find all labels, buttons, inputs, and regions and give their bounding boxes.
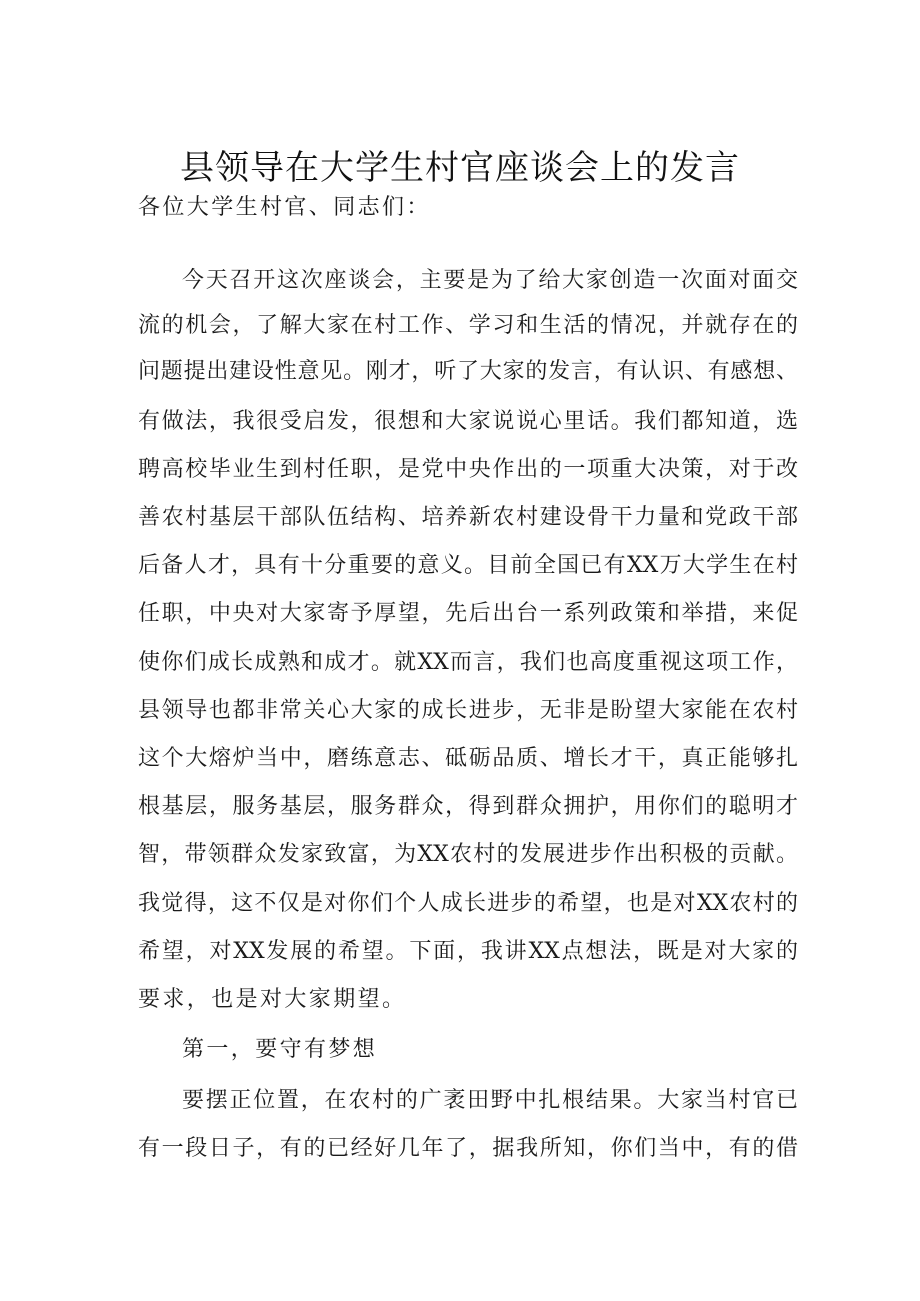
paragraph-line: 使你们成长成熟和成才。就XX而言，我们也高度重视这项工作， bbox=[138, 650, 798, 675]
salutation: 各位大学生村官、同志们： bbox=[138, 195, 431, 220]
paragraph-line: 问题提出建设性意见。刚才，听了大家的发言，有认识、有感想、 bbox=[138, 359, 798, 384]
paragraph-line: 希望，对XX发展的希望。下面，我讲XX点想法，既是对大家的 bbox=[138, 939, 798, 964]
paragraph-line: 有做法，我很受启发，很想和大家说说心里话。我们都知道，选 bbox=[138, 409, 798, 434]
paragraph-line: 县领导也都非常关心大家的成长进步，无非是盼望大家能在农村 bbox=[138, 698, 798, 723]
paragraph-line: 智，带领群众发家致富，为XX农村的发展进步作出积极的贡献。 bbox=[138, 842, 798, 867]
paragraph-line: 要求，也是对大家期望。 bbox=[138, 987, 407, 1012]
paragraph-line: 任职，中央对大家寄予厚望，先后出台一系列政策和举措，来促 bbox=[138, 601, 798, 626]
paragraph-line: 这个大熔炉当中，磨练意志、砥砺品质、增长才干，真正能够扎 bbox=[138, 746, 798, 771]
paragraph-line: 根基层，服务基层，服务群众，得到群众拥护，用你们的聪明才 bbox=[138, 794, 798, 819]
paragraph-line: 聘高校毕业生到村任职，是党中央作出的一项重大决策，对于改 bbox=[138, 457, 798, 482]
paragraph-line: 我觉得，这不仅是对你们个人成长进步的希望，也是对XX农村的 bbox=[138, 891, 798, 916]
paragraph-line: 有一段日子，有的已经好几年了，据我所知，你们当中，有的借 bbox=[138, 1136, 798, 1161]
document-title: 县领导在大学生村官座谈会上的发言 bbox=[180, 148, 740, 188]
paragraph-line: 要摆正位置，在农村的广袤田野中扎根结果。大家当村官已 bbox=[182, 1088, 798, 1113]
paragraph-line: 后备人才，具有十分重要的意义。目前全国已有XX万大学生在村 bbox=[138, 553, 798, 578]
section-heading: 第一，要守有梦想 bbox=[182, 1037, 378, 1062]
paragraph-line: 今天召开这次座谈会，主要是为了给大家创造一次面对面交 bbox=[182, 268, 798, 293]
paragraph-line: 善农村基层干部队伍结构、培养新农村建设骨干力量和党政干部 bbox=[138, 505, 798, 530]
paragraph-line: 流的机会，了解大家在村工作、学习和生活的情况，并就存在的 bbox=[138, 313, 798, 338]
